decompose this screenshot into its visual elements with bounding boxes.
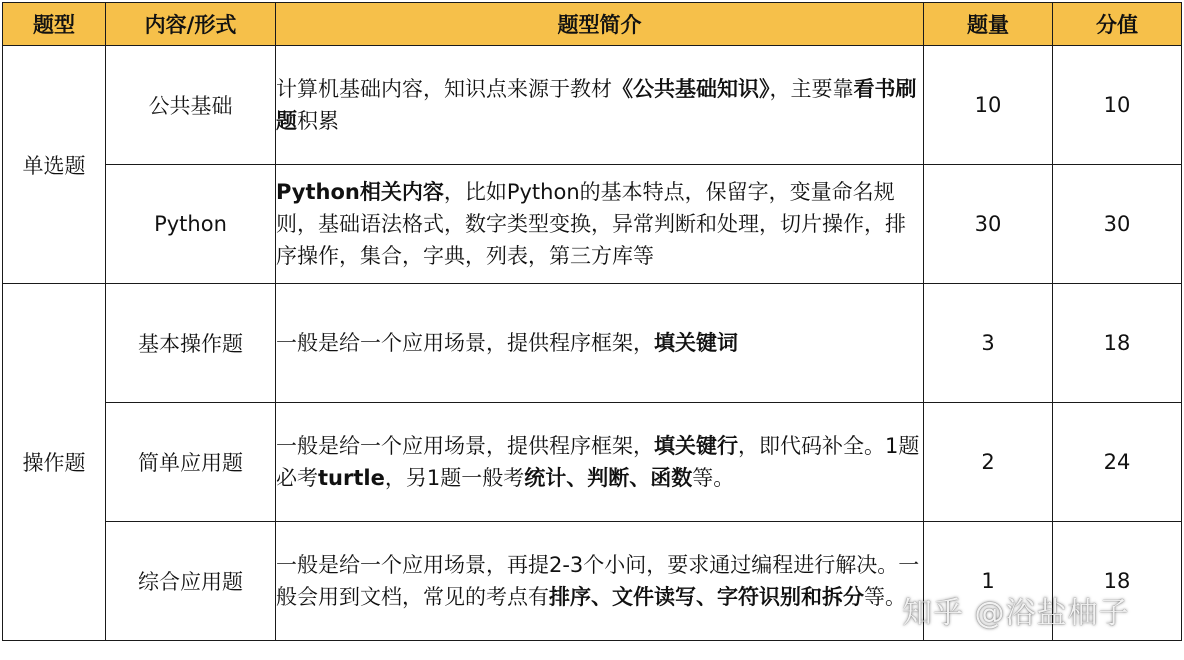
- header-score: 分值: [1053, 3, 1182, 46]
- description-segment: 积累: [297, 109, 339, 133]
- description-segment: ，即代码补全。1题必考: [276, 434, 920, 490]
- zhihu-watermark: 知乎 @浴盐柚子: [902, 596, 1130, 631]
- description-segment: 等。: [692, 466, 735, 490]
- description-bold-segment: 填关键行: [654, 434, 738, 458]
- sub-cell: Python: [106, 165, 276, 284]
- sub-cell: 综合应用题: [106, 522, 276, 641]
- score-cell: 10: [1053, 46, 1182, 165]
- table-header-row: [3, 3, 1182, 46]
- exam-structure-table: [2, 2, 1182, 641]
- score-cell: 24: [1053, 403, 1182, 522]
- table-row: [3, 46, 1182, 165]
- description-bold-segment: turtle: [318, 466, 385, 490]
- description-cell: [276, 403, 924, 522]
- type-cell-single-choice: 单选题: [3, 46, 106, 284]
- description-bold-segment: 统计、判断、函数: [524, 466, 693, 490]
- description-bold-segment: Python相关内容: [276, 180, 444, 204]
- sub-cell: 简单应用题: [106, 403, 276, 522]
- description-cell: [276, 522, 924, 641]
- header-content-form: 内容/形式: [106, 3, 276, 46]
- description-segment: ，比如Python的基本特点，保留字，变量命名规则，基础语法格式，数字类型变换，异常判断和处理，切片操作，排序操作，集合，字典，列表，第三方库等: [276, 180, 906, 268]
- description-segment: ，另1题一般考: [384, 466, 525, 490]
- description-segment: 一般是给一个应用场景，再提2-3个小问，要求通过编程进行解决。一般会用到文档，常见的考点有: [276, 553, 920, 609]
- table-row: [3, 403, 1182, 522]
- count-cell: 10: [924, 46, 1053, 165]
- description-cell: [276, 46, 924, 165]
- score-cell: 18: [1053, 522, 1182, 641]
- sub-cell: 基本操作题: [106, 284, 276, 403]
- table-row: [3, 165, 1182, 284]
- type-cell-operation: 操作题: [3, 284, 106, 641]
- count-cell: 3: [924, 284, 1053, 403]
- description-bold-segment: 排序、文件读写、字符识别和拆分: [549, 585, 864, 609]
- sub-cell: 公共基础: [106, 46, 276, 165]
- score-cell: 30: [1053, 165, 1182, 284]
- header-intro: 题型简介: [276, 3, 924, 46]
- count-cell: 30: [924, 165, 1053, 284]
- description-cell: [276, 165, 924, 284]
- description-segment: 等。: [864, 585, 906, 609]
- header-count: 题量: [924, 3, 1053, 46]
- description-bold-segment: 填关键词: [654, 331, 738, 355]
- count-cell: 1: [924, 522, 1053, 641]
- description-bold-segment: 《公共基础知识》: [612, 77, 770, 101]
- description-segment: 一般是给一个应用场景，提供程序框架，: [276, 434, 654, 458]
- description-segment: ，主要靠: [769, 77, 854, 101]
- table-row: [3, 284, 1182, 403]
- description-bold-segment: 看书刷题: [276, 77, 917, 133]
- header-type: 题型: [3, 3, 106, 46]
- description-segment: 计算机基础内容，知识点来源于教材: [276, 77, 612, 101]
- count-cell: 2: [924, 403, 1053, 522]
- description-cell: [276, 284, 924, 403]
- description-segment: 一般是给一个应用场景，提供程序框架，: [276, 331, 654, 355]
- score-cell: 18: [1053, 284, 1182, 403]
